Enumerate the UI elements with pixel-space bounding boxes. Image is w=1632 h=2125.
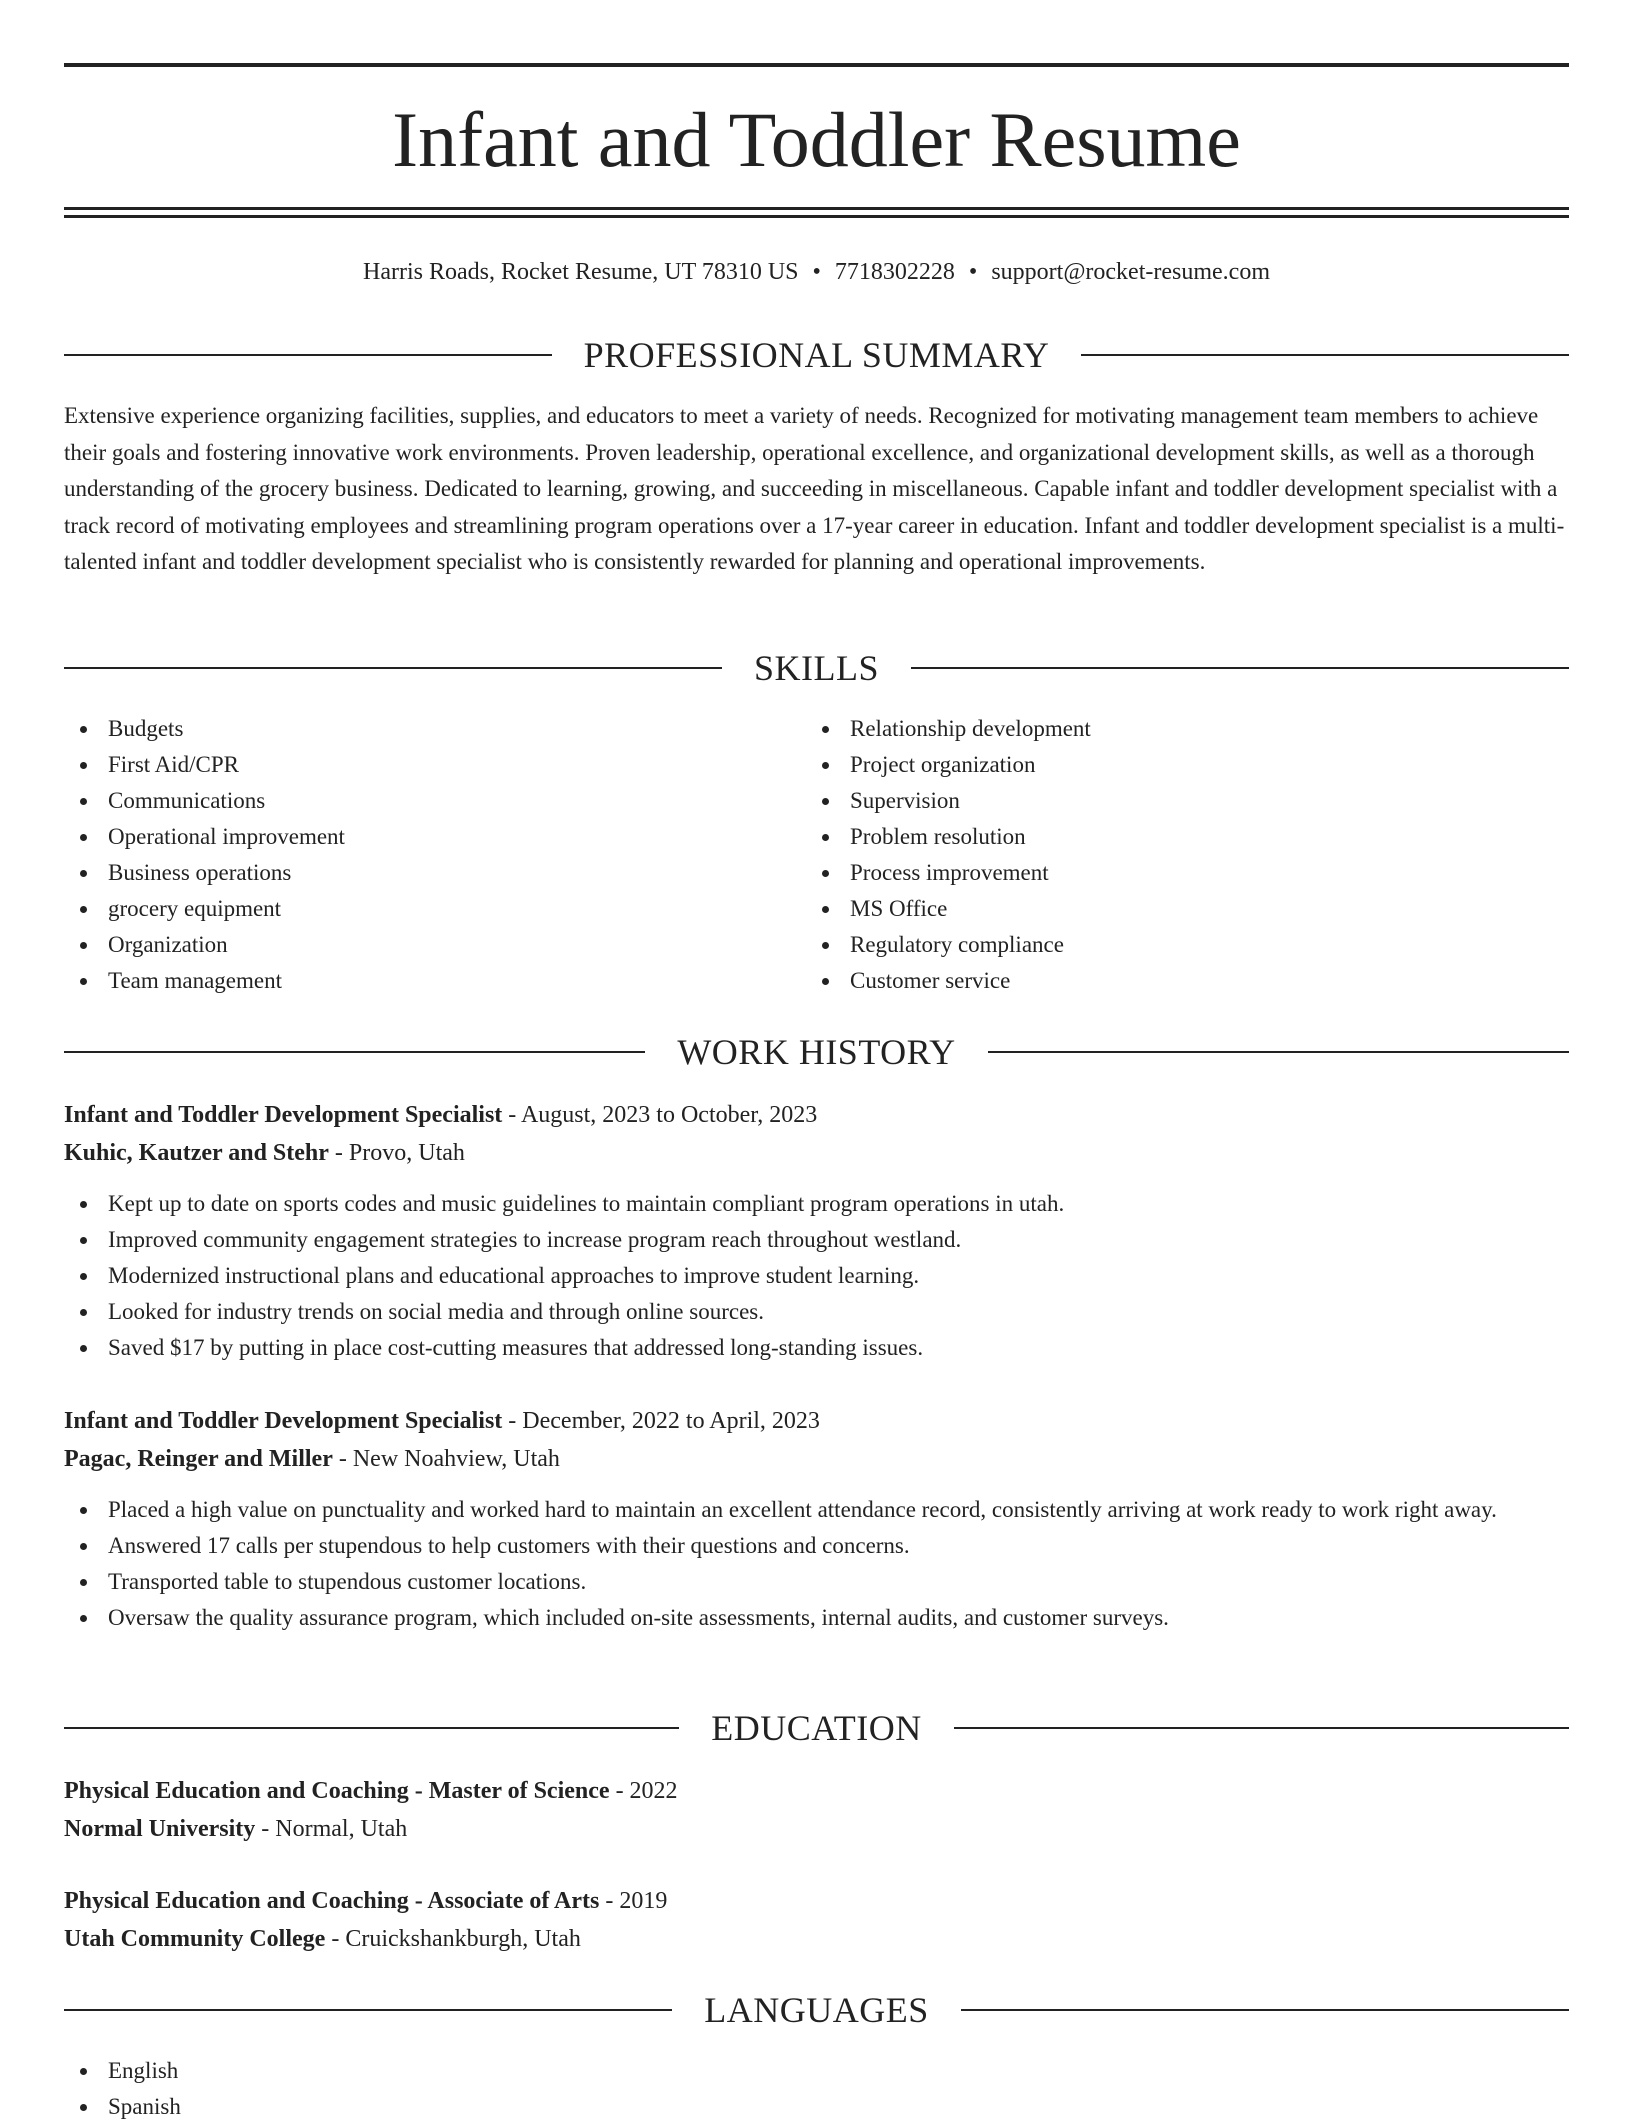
edu-degree: Physical Education and Coaching - Master of Science: [64, 1778, 610, 1804]
job-bullet: Answered 17 calls per stupendous to help customers with their questions and concerns.: [64, 1528, 1569, 1564]
job-bullets: [64, 1186, 1569, 1366]
job-bullet: Kept up to date on sports codes and music guidelines to maintain compliant program operations in utah.: [64, 1186, 1569, 1222]
section-title: PROFESSIONAL SUMMARY: [583, 335, 1050, 375]
job-title: Infant and Toddler Development Specialist: [64, 1102, 503, 1128]
heading-rule: [961, 2009, 1569, 2011]
job-bullet: Improved community engagement strategies to increase program reach throughout westland.: [64, 1222, 1569, 1258]
job-title-line: [64, 1096, 1569, 1134]
section-heading-work: [64, 1030, 1569, 1074]
job-location: - New Noahview, Utah: [332, 1446, 560, 1472]
skill-item: Budgets: [64, 711, 764, 747]
edu-location: - Normal, Utah: [255, 1816, 408, 1842]
skill-item: Organization: [64, 927, 764, 963]
contact-line: [64, 252, 1569, 292]
edu-degree-line: [64, 1882, 1569, 1920]
skill-item: Regulatory compliance: [806, 927, 1506, 963]
section-title: WORK HISTORY: [677, 1032, 956, 1072]
job-company-line: [64, 1440, 1569, 1478]
edu-year: - 2019: [599, 1888, 668, 1914]
section-title: SKILLS: [754, 648, 880, 688]
job-entry: [64, 1402, 1569, 1636]
education-entry: [64, 1772, 1569, 1848]
heading-rule: [988, 1051, 1569, 1053]
edu-location: - Cruickshankburgh, Utah: [325, 1926, 581, 1952]
edu-school-line: [64, 1810, 1569, 1848]
job-title-line: [64, 1402, 1569, 1440]
skill-item: MS Office: [806, 891, 1506, 927]
job-dates: - December, 2022 to April, 2023: [502, 1408, 820, 1434]
job-company: Kuhic, Kautzer and Stehr: [64, 1140, 329, 1166]
job-bullet: Modernized instructional plans and educational approaches to improve student learning.: [64, 1258, 1569, 1294]
contact-separator: •: [968, 259, 978, 285]
edu-school-line: [64, 1920, 1569, 1958]
contact-address: Harris Roads, Rocket Resume, UT 78310 US: [362, 259, 799, 285]
title-rule-upper: [64, 207, 1569, 210]
job-dates: - August, 2023 to October, 2023: [502, 1102, 818, 1128]
skills-list-right: [806, 711, 1506, 999]
section-heading-summary: [64, 333, 1569, 377]
skill-item: Business operations: [64, 855, 764, 891]
job-company-line: [64, 1134, 1569, 1172]
heading-rule: [64, 2009, 672, 2011]
contact-phone: 7718302228: [834, 259, 955, 285]
edu-degree: Physical Education and Coaching - Associate of Arts: [64, 1888, 600, 1914]
contact-separator: •: [812, 259, 821, 285]
language-item: English: [64, 2053, 764, 2089]
job-bullet: Transported table to stupendous customer locations.: [64, 1564, 1569, 1600]
section-title: EDUCATION: [711, 1708, 922, 1748]
heading-rule: [64, 1727, 679, 1729]
skill-item: grocery equipment: [64, 891, 764, 927]
job-bullet: Oversaw the quality assurance program, which included on-site assessments, internal audits, and customer surveys.: [64, 1600, 1569, 1636]
heading-rule: [911, 667, 1569, 669]
section-heading-skills: [64, 646, 1569, 690]
edu-school: Utah Community College: [64, 1926, 326, 1952]
heading-rule: [64, 354, 552, 356]
skill-item: Supervision: [806, 783, 1506, 819]
page-title: Infant and Toddler Resume: [392, 96, 1241, 183]
edu-degree-line: [64, 1772, 1569, 1810]
language-item: Spanish: [64, 2089, 764, 2125]
job-entry: [64, 1096, 1569, 1366]
languages-list: [64, 2053, 764, 2125]
section-heading-languages: [64, 1988, 1569, 2032]
heading-rule: [64, 1051, 645, 1053]
skill-item: Relationship development: [806, 711, 1506, 747]
job-bullet: Looked for industry trends on social media and through online sources.: [64, 1294, 1569, 1330]
job-title: Infant and Toddler Development Specialist: [64, 1408, 503, 1434]
heading-rule: [1081, 354, 1569, 356]
edu-year: - 2022: [609, 1778, 678, 1804]
heading-rule: [64, 667, 722, 669]
heading-rule: [954, 1727, 1569, 1729]
edu-school: Normal University: [64, 1816, 256, 1842]
job-location: - Provo, Utah: [328, 1140, 465, 1166]
skill-item: Problem resolution: [806, 819, 1506, 855]
skill-item: Project organization: [806, 747, 1506, 783]
skill-item: Operational improvement: [64, 819, 764, 855]
summary-text: Extensive experience organizing facilities, supplies, and educators to meet a variety of needs. Recognized for motivating management team members to achieve their goals and fostering innovative work environments. Proven leadership, operational excellence, and organizational development skills, as well as a thorough understanding of the grocery business. Dedicated to learning, growing, and succeeding in miscellaneous. Capable infant and toddler development specialist with a track record of motivating employees and streamlining program operations over a 17-year career in education. Infant and toddler development specialist is a multi-talented infant and toddler development specialist who is consistently rewarded for planning and operational improvements.: [64, 403, 1565, 574]
job-bullet: Saved $17 by putting in place cost-cutting measures that addressed long-standing issues.: [64, 1330, 1569, 1366]
top-rule: [64, 63, 1569, 67]
title-rule-lower: [64, 215, 1569, 218]
job-bullets: [64, 1492, 1569, 1636]
education-entry: [64, 1882, 1569, 1958]
skill-item: Communications: [64, 783, 764, 819]
job-bullet: Placed a high value on punctuality and worked hard to maintain an excellent attendance record, consistently arriving at work ready to work right away.: [64, 1492, 1569, 1528]
skill-item: Process improvement: [806, 855, 1506, 891]
section-heading-education: [64, 1706, 1569, 1750]
contact-email: support@rocket-resume.com: [991, 259, 1270, 285]
section-title: LANGUAGES: [704, 1990, 929, 2030]
job-company: Pagac, Reinger and Miller: [64, 1446, 333, 1472]
skills-list-left: [64, 711, 764, 999]
skill-item: Customer service: [806, 963, 1506, 999]
skill-item: Team management: [64, 963, 764, 999]
skill-item: First Aid/CPR: [64, 747, 764, 783]
